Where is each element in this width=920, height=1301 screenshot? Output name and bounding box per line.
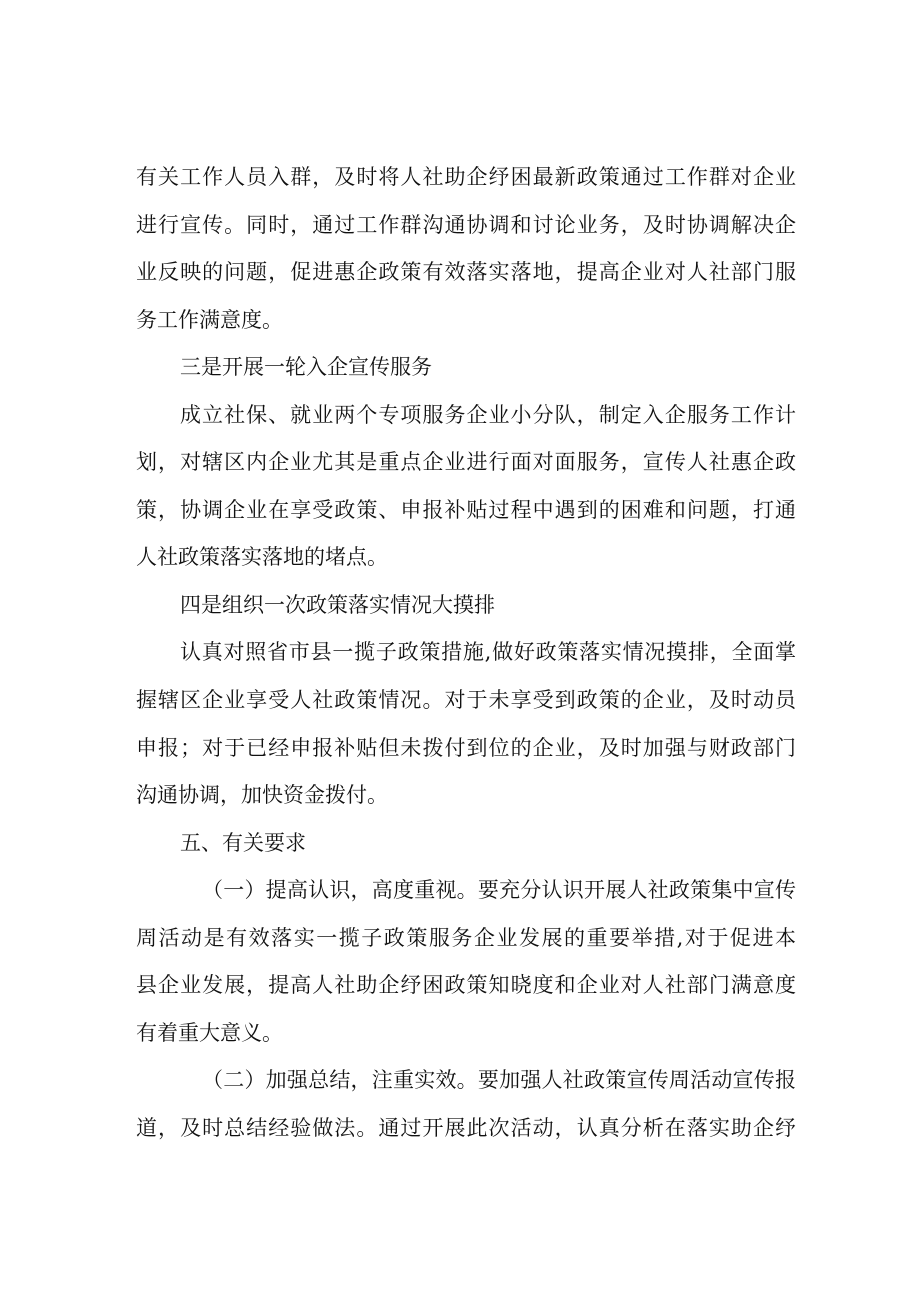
text-line: （二）加强总结，注重实效。要加强人社政策宣传周活动宣传报 (202, 1068, 796, 1093)
text-line: 县企业发展，提高人社助企纾困政策知晓度和企业对人社部门满意度 (136, 973, 796, 998)
text-line: 业反映的问题，促进惠企政策有效落实落地，提高企业对人社部门服 (136, 260, 796, 285)
text-line: 周活动是有效落实一揽子政策服务企业发展的重要举措,对于促进本 (136, 925, 796, 950)
text-line: 策，协调企业在享受政策、申报补贴过程中遇到的困难和问题，打通 (136, 497, 796, 522)
text-line: 进行宣传。同时，通过工作群沟通协调和讨论业务，及时协调解决企 (136, 212, 796, 237)
section-heading: 四是组织一次政策落实情况大摸排 (180, 592, 495, 617)
text-line: 沟通协调，加快资金拨付。 (136, 783, 388, 808)
text-line: 握辖区企业享受人社政策情况。对于未享受到政策的企业，及时动员 (136, 688, 796, 713)
text-line: 务工作满意度。 (136, 307, 283, 332)
text-line: 有关工作人员入群，及时将人社助企纾困最新政策通过工作群对企业 (136, 165, 796, 189)
text-line: 道，及时总结经验做法。通过开展此次活动，认真分析在落实助企纾 (136, 1115, 796, 1140)
text-line: 认真对照省市县一揽子政策措施,做好政策落实情况摸排，全面掌 (180, 640, 796, 665)
text-line: 成立社保、就业两个专项服务企业小分队，制定入企服务工作计 (180, 402, 796, 427)
text-line: 申报；对于已经申报补贴但未拨付到位的企业，及时加强与财政部门 (136, 735, 796, 760)
section-heading: 五、有关要求 (180, 830, 306, 855)
text-line: 人社政策落实落地的堵点。 (136, 545, 388, 570)
text-line: （一）提高认识，高度重视。要充分认识开展人社政策集中宣传 (202, 878, 796, 903)
text-line: 有着重大意义。 (136, 1020, 283, 1045)
document-body (136, 158, 796, 1156)
text-line: 划，对辖区内企业尤其是重点企业进行面对面服务，宣传人社惠企政 (136, 450, 796, 475)
section-heading: 三是开展一轮入企宣传服务 (180, 355, 432, 380)
